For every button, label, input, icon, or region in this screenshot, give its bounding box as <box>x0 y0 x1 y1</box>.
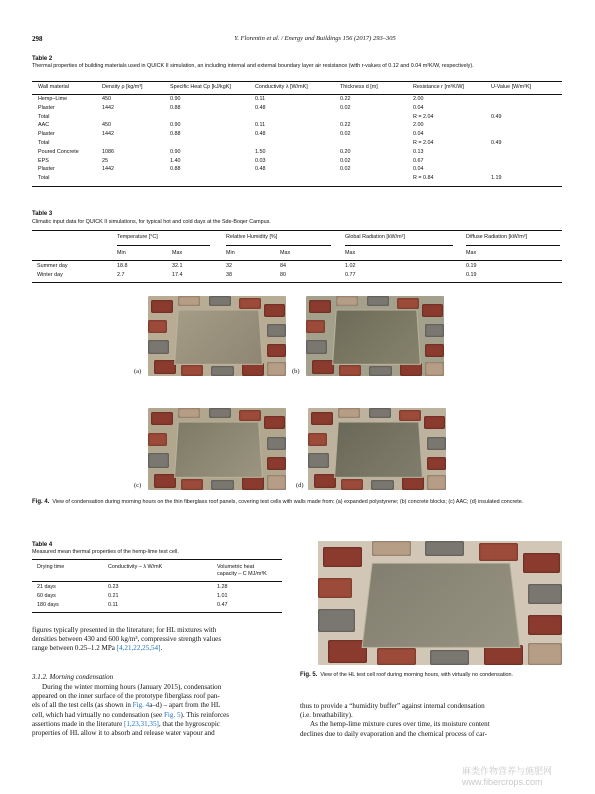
roof-panel <box>174 422 263 479</box>
figure5-caption-text: View of the HL test cell roof during morning hours, with virtually no condensation. <box>320 672 514 678</box>
table3-group-header: Temperature [°C] <box>117 234 158 240</box>
table2-cell: 0.02 <box>340 131 351 138</box>
brick <box>311 412 333 425</box>
section-heading: 3.1.2. Morning condensation <box>32 673 114 681</box>
table2-cell: Poured Concrete <box>38 148 79 155</box>
table2-cell: 450 <box>102 96 111 102</box>
table2-cell: 0.49 <box>491 140 502 146</box>
table2-cell: R = 2.04 <box>413 113 434 120</box>
brick <box>430 650 469 665</box>
figure4-label-a: (a) <box>134 368 142 375</box>
brick <box>264 304 285 317</box>
citation-link[interactable]: [4,21,22,25,54] <box>116 644 161 653</box>
table4-col-header: capacity – C MJ/m³K <box>217 571 267 577</box>
text-span: . <box>160 644 163 653</box>
figure4-photo-d <box>308 408 446 490</box>
brick <box>314 474 336 489</box>
watermark: 麻类作物营养与施肥网 www.fibercrops.com <box>462 766 553 787</box>
brick <box>308 433 327 446</box>
brick <box>151 300 173 313</box>
brick <box>339 365 361 376</box>
running-title: Y. Florentin et al. / Energy and Buildings 156 (2017) 293–305 <box>234 35 396 42</box>
text-line: densities between 430 and 600 kg/m³, compressive strength values <box>32 635 222 644</box>
table2-cell: Total <box>38 175 50 182</box>
table2-cell: R = 2.04 <box>413 140 434 146</box>
brick <box>308 453 329 468</box>
table2-cell: R = 0.84 <box>413 175 434 182</box>
text-span: assertions made in the literature <box>32 719 124 728</box>
text-span: , that the hygroscopic <box>158 719 220 728</box>
brick <box>264 416 285 429</box>
brick <box>209 296 231 306</box>
table2-col-header: Conductivity λ [W/mK] <box>255 84 308 90</box>
text-span: ). This reinforces <box>180 710 230 719</box>
text-line: During the winter morning hours (January 2015), condensation <box>42 683 222 691</box>
brick <box>422 304 443 317</box>
table2-cell: 0.49 <box>491 113 502 120</box>
brick <box>148 340 169 354</box>
table3-cell: 32.1 <box>172 263 183 269</box>
text-line: thus to provide a “humidity buffer” against internal condensation <box>300 702 485 710</box>
text-line: properties of HL allow it to absorb and release water vapour and <box>32 729 215 738</box>
brick <box>178 408 200 418</box>
table3-caption: Climatic input data for QUICK II simulations, for typical hot and cold days at the Sde-Boqer Campus. <box>32 219 271 225</box>
table3-cell: 32 <box>226 263 232 269</box>
table3-subheader: Min <box>226 250 235 256</box>
right-paragraph <box>300 702 562 739</box>
table3-header-rule <box>32 260 562 261</box>
table2-cell: Plaster <box>38 104 55 111</box>
brick <box>154 474 176 489</box>
brick <box>267 457 286 470</box>
brick <box>377 648 416 665</box>
table3-group-rule <box>345 245 453 246</box>
text-line: figures typically presented in the literature; for HL mixtures with <box>32 626 217 634</box>
brick <box>239 298 261 309</box>
table4-cell: 0.47 <box>217 601 228 608</box>
table2-cell: 1442 <box>102 166 114 173</box>
brick <box>154 360 176 374</box>
figure-link[interactable]: Fig. 4 <box>132 701 150 710</box>
roof-panel <box>174 310 263 365</box>
table2-cell: 2.00 <box>413 122 424 129</box>
table2-col-header: Resistance r [m²K/W] <box>413 84 464 90</box>
table4-cell: 0.23 <box>108 584 119 590</box>
table2-cell: 0.11 <box>255 96 266 102</box>
table2-cell: Plaster <box>38 166 55 173</box>
text-line: As the hemp-lime mixture cures over time, its moisture content <box>310 720 490 729</box>
table2-cell: 0.22 <box>340 122 351 129</box>
brick <box>479 543 518 560</box>
brick <box>242 477 264 490</box>
table2-cell: 0.02 <box>340 104 351 111</box>
table2-cell: 1.50 <box>255 148 266 155</box>
text-span: els of all the test cells (as shown in <box>32 701 133 710</box>
brick <box>211 366 233 376</box>
brick <box>484 645 523 665</box>
table4-cell: 21 days <box>37 584 56 590</box>
brick <box>336 296 358 306</box>
brick <box>318 609 355 631</box>
table2-cell: Hemp–Lime <box>38 96 68 102</box>
roof-panel <box>332 310 421 365</box>
table2-cell: 450 <box>102 122 111 129</box>
text-span: a–d) – apart from the HL <box>149 701 221 710</box>
text-line: (i.e. breathability). <box>300 711 353 720</box>
brick <box>267 437 286 450</box>
brick <box>239 410 261 421</box>
table2-cell: 0.03 <box>255 157 266 164</box>
citation-link[interactable]: [1,23,31,35] <box>124 719 159 728</box>
text-span: cell, which had virtually no condensation (see <box>32 710 164 719</box>
table2-cell: 0.02 <box>340 157 351 164</box>
table2-col-header: Thickness d [m] <box>340 84 378 90</box>
brick <box>151 412 173 425</box>
table2-cell: 1086 <box>102 148 114 155</box>
table4-cell: 180 days <box>37 601 59 608</box>
table2-cell: 0.90 <box>170 148 181 155</box>
table4-header-rule <box>32 581 282 582</box>
table3-cell: 18.8 <box>117 263 128 269</box>
table3-bottom-rule <box>32 282 562 283</box>
table2-cell: EPS <box>38 157 49 164</box>
table2-header-rule <box>32 94 562 95</box>
figure4-photo-c <box>148 408 286 490</box>
table2-cell: 0.11 <box>255 122 266 129</box>
brick <box>369 408 391 418</box>
table3-cell: 80 <box>280 271 286 278</box>
table2-cell: 1.19 <box>491 175 502 182</box>
figure4-label-c: (c) <box>134 482 142 489</box>
table4-caption: Measured mean thermal properties of the hemp-lime test cell. <box>32 549 179 555</box>
brick <box>397 298 419 309</box>
brick <box>341 479 363 490</box>
brick <box>309 300 331 313</box>
page-number: 298 <box>32 35 43 43</box>
text-span: range between 0.25–1.2 MPa <box>32 644 117 653</box>
table3-subheader: Min <box>117 250 126 256</box>
table4-col-header: Drying time <box>37 564 65 570</box>
brick <box>242 363 264 376</box>
table2-cell: 0.90 <box>170 122 181 129</box>
table4-cell: 0.21 <box>108 592 119 599</box>
table2-col-header: Density ρ [kg/m³] <box>102 84 143 90</box>
table2-cell: 0.67 <box>413 157 424 164</box>
table2-cell: 0.20 <box>340 148 351 155</box>
table2-cell: Plaster <box>38 131 55 138</box>
table2-bottom-rule <box>32 186 562 187</box>
brick <box>369 366 391 376</box>
brick <box>425 362 444 376</box>
left-paragraph-2 <box>32 683 282 738</box>
table4-bottom-rule <box>32 612 282 613</box>
table3-cell: 0.19 <box>466 263 477 269</box>
table2-cell: 1442 <box>102 104 114 111</box>
table2-cell: 1.40 <box>170 157 181 164</box>
table3-subheader: Max <box>466 250 477 256</box>
figure4-photo-b <box>306 296 444 376</box>
figure4-label-d: (d) <box>296 482 304 489</box>
table3-group-rule <box>117 245 210 246</box>
table3-cell: 84 <box>280 263 286 269</box>
table2-cell: 0.48 <box>255 131 266 138</box>
table3-cell: 2.7 <box>117 271 125 278</box>
roof-panel <box>334 422 423 479</box>
brick <box>528 615 562 635</box>
brick <box>371 480 393 490</box>
table4-cell: 1.01 <box>217 592 228 599</box>
table2-cell: Total <box>38 113 50 120</box>
table3-subheader: Max <box>345 250 356 256</box>
table2-cell: 1442 <box>102 131 114 138</box>
brick <box>267 475 286 490</box>
brick <box>312 360 334 374</box>
table2-cell: Total <box>38 140 50 146</box>
table3-cell: Winter day <box>37 271 63 278</box>
brick <box>267 362 286 376</box>
table3-top-rule <box>32 230 562 231</box>
table4-top-rule <box>32 559 282 560</box>
brick <box>372 541 411 556</box>
brick <box>367 296 389 306</box>
table3-group-header: Diffuse Radiation [kW/m²] <box>466 234 528 240</box>
brick <box>523 553 560 573</box>
brick <box>181 479 203 490</box>
brick <box>178 296 200 306</box>
table3-cell: Summer day <box>37 263 68 269</box>
brick <box>425 324 444 337</box>
table2-cell: 0.04 <box>413 104 424 111</box>
table2-cell: 0.13 <box>413 148 424 155</box>
table3-group-header: Relative Humidity [%] <box>226 234 278 240</box>
table2-top-rule <box>32 81 562 82</box>
table2-col-header: Specific Heat Cp [kJ/kgK] <box>170 84 231 90</box>
figure-link[interactable]: Fig. 5 <box>163 710 181 719</box>
table3-group-header: Global Radiation [kW/m²] <box>345 234 405 240</box>
table3-group-rule <box>226 245 331 246</box>
text-line <box>32 711 282 720</box>
brick <box>425 344 444 357</box>
table3-cell: 38 <box>226 271 232 278</box>
table2-cell: 0.48 <box>255 166 266 173</box>
table2-cell: 0.22 <box>340 96 351 102</box>
brick <box>181 365 203 376</box>
left-paragraph-1 <box>32 626 282 654</box>
table2-cell: 2.00 <box>413 96 424 102</box>
brick <box>528 584 562 604</box>
table2-cell: 0.02 <box>340 166 351 173</box>
brick <box>306 320 325 333</box>
table4-col-header: Conductivity – λ W/mK <box>108 564 163 570</box>
table2-label: Table 2 <box>32 56 53 62</box>
table4-cell: 0.11 <box>108 601 119 608</box>
brick <box>399 410 421 421</box>
table3-cell: 0.77 <box>345 271 356 278</box>
brick <box>306 340 327 354</box>
table2-col-header: U-Value [W/m²K] <box>491 84 532 90</box>
table3-cell: 1.02 <box>345 263 356 269</box>
brick <box>148 320 167 333</box>
brick <box>318 578 352 598</box>
table4-label: Table 4 <box>32 542 53 548</box>
figure4-photo-a <box>148 296 286 376</box>
table2-cell: 0.88 <box>170 166 181 173</box>
table3-cell: 0.19 <box>466 271 477 278</box>
text-line: declines due to daily evaporation and the chemical process of car- <box>300 729 487 738</box>
table2-cell: 0.88 <box>170 104 181 111</box>
brick <box>427 437 446 450</box>
table2-col-header: Wall material <box>38 84 69 90</box>
text-line <box>32 701 282 710</box>
table4-cell: 60 days <box>37 592 56 599</box>
figure5-label: Fig. 5. <box>300 672 318 678</box>
figure4-caption <box>32 499 562 506</box>
table4-cell: 1.28 <box>217 584 228 590</box>
text-line <box>32 720 282 729</box>
brick <box>402 477 424 490</box>
table2-cell: 0.48 <box>255 104 266 111</box>
table2-cell: 0.04 <box>413 131 424 138</box>
roof-panel <box>361 563 520 648</box>
table2-caption: Thermal properties of building materials used in QUICK II simulation, an including internal and external boundary layer air resistance (with r-values of 0.12 and 0.04 m²K/W, respectively). <box>32 63 474 69</box>
table3-subheader: Max <box>280 250 291 256</box>
brick <box>148 433 167 446</box>
brick <box>267 324 286 337</box>
table2-cell: 0.90 <box>170 96 181 102</box>
brick <box>211 480 233 490</box>
table2-cell: 0.04 <box>413 166 424 173</box>
figure5-photo <box>318 541 562 665</box>
brick <box>424 416 445 429</box>
brick <box>427 475 446 490</box>
brick <box>400 363 422 376</box>
figure4-label-b: (b) <box>292 368 300 375</box>
table2-cell: 25 <box>102 157 108 164</box>
table3-label: Table 3 <box>32 211 53 217</box>
figure5-caption <box>300 672 562 679</box>
text-line <box>32 644 282 653</box>
brick <box>425 541 464 556</box>
brick <box>528 643 562 665</box>
table2-cell: 0.88 <box>170 131 181 138</box>
figure4-label: Fig. 4. <box>32 499 50 505</box>
brick <box>267 344 286 357</box>
brick <box>427 457 446 470</box>
table3-cell: 17.4 <box>172 271 183 278</box>
text-line: appeared on the inner surface of the prototype fiberglass roof pan- <box>32 692 220 701</box>
brick <box>338 408 360 418</box>
brick <box>323 547 362 567</box>
table4-col-header: Volumetric heat <box>217 564 255 570</box>
table3-group-rule <box>466 245 560 246</box>
figure4-caption-text: View of condensation during morning hours on the thin fiberglass roof panels, covering test cells with walls made from: (a) expanded polystyrene; (b) concrete blocks; (c) AAC; (d) insulated concrete. <box>52 499 524 505</box>
table2-cell: AAC <box>38 122 50 129</box>
brick <box>209 408 231 418</box>
table3-subheader: Max <box>172 250 183 256</box>
brick <box>148 453 169 468</box>
